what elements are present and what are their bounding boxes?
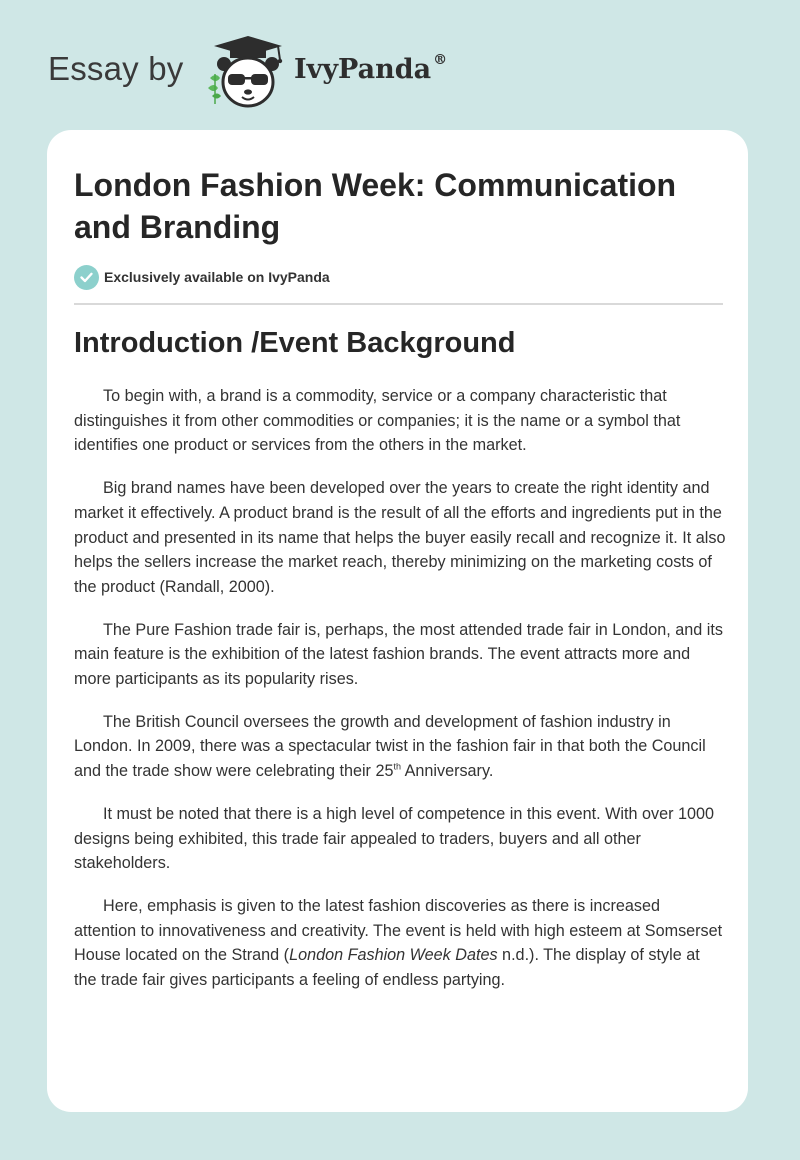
exclusive-badge xyxy=(74,264,330,290)
essay-by-label: Essay by xyxy=(48,50,184,87)
essay-card xyxy=(47,130,748,1112)
citation-title: London Fashion Week Dates xyxy=(289,946,498,965)
panda-logo-icon[interactable] xyxy=(200,34,292,110)
paragraph: To begin with, a brand is a commodity, service or a company characteristic that distinguishes it from other commodities or companies; it is the name or a symbol that identifies one product or services from the others in the market. xyxy=(74,387,681,455)
section-heading: Introduction /Event Background xyxy=(74,327,516,359)
article-body xyxy=(74,384,726,1011)
exclusive-badge-text: Exclusively available on IvyPanda xyxy=(104,269,330,285)
paragraph: It must be noted that there is a high level of competence in this event. With over 1000 designs being exhibited, this trade fair appealed to traders, buyers and all other stakeholders. xyxy=(74,804,714,873)
registered-mark: ® xyxy=(433,52,448,68)
paragraph xyxy=(74,710,726,784)
paragraph: Big brand names have been developed over the years to create the right identity and market it effectively. A product brand is the result of all the efforts and ingredients put in the product and presented in its name that helps the buyer easily recall and recognize it. It also helps the sellers increase the market reach, thereby minimizing on the marketing costs of the product (Randall, 2000). xyxy=(74,479,726,596)
paragraph xyxy=(74,894,726,993)
paragraph-text: n.d.). The display of style at the trade fair gives participants a feeling of endless partying. xyxy=(74,946,700,990)
ordinal-suffix: th xyxy=(393,761,401,772)
brand-name-text: IvyPanda xyxy=(294,54,432,85)
check-icon xyxy=(74,265,99,290)
paragraph-text: The British Council oversees the growth and development of fashion industry in London. In 2009, there was a spectacular twist in the fashion fair in that both the Council and the trade show were celebrating their 25 xyxy=(74,712,706,781)
paragraph-text: Here, emphasis is given to the latest fashion discoveries as there is increased attention to innovativeness and creativity. The event is held with high esteem at Somserset House located on the Strand ( xyxy=(74,896,723,965)
paragraph-text: Anniversary. xyxy=(400,762,494,781)
paragraph: The Pure Fashion trade fair is, perhaps, the most attended trade fair in London, and its main feature is the exhibition of the latest fashion brands. The event attracts more and more participants as its popularity rises. xyxy=(74,620,723,689)
site-header xyxy=(48,34,508,114)
page-title: London Fashion Week: Communication and Branding xyxy=(74,167,677,245)
divider xyxy=(74,303,723,305)
brand-name[interactable] xyxy=(294,54,447,85)
